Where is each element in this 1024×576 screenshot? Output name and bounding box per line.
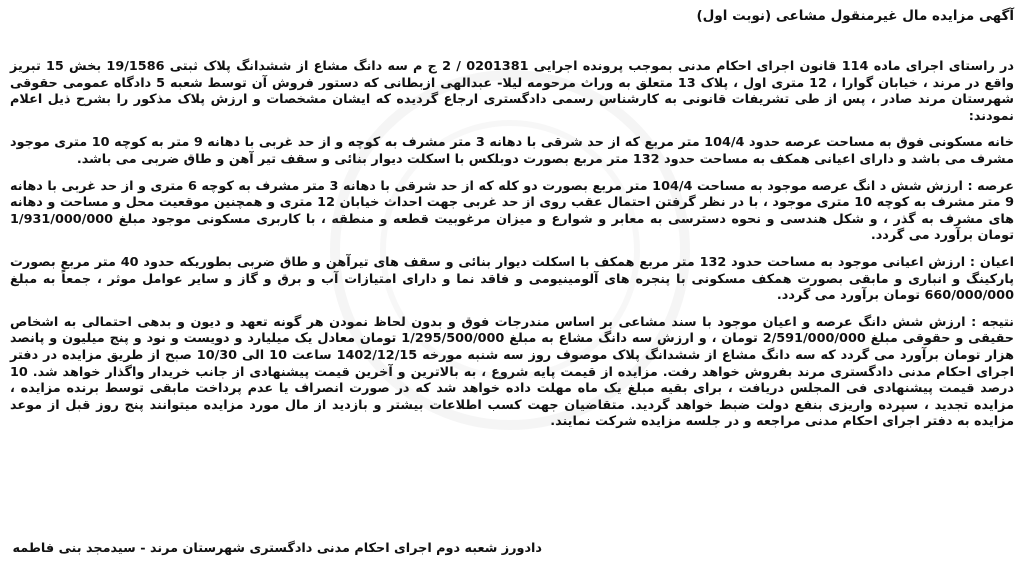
paragraph-intro: در راستای اجرای ماده 114 قانون اجرای احکام مدنی بموجب پرونده اجرایی 0201381 / 2 ج م سه دانگ مشاع از ششدانگ پلاک ثبتی 19/1586 بخش 15 تبریز واقع در مرند ، خیابان گوارا ، 12 متری اول ، پلاک 13 متعلق به وراث مرحومه لیلا- عبدالهی ازبطانی که دستور فروش آن توسط شعبه 5 دادگاه عمومی حقوقی شهرستان مرند صادر ، پس از طی تشریفات قانونی به کارشناس رسمی دادگستری ارجاع گردیده که ایشان مشخصات و ارزش پلاک مذکور را بشرح ذیل اعلام نمودند:: [10, 59, 1015, 124]
paragraph-land-value: عرصه : ارزش شش د انگ عرصه موجود به مساحت 104/4 متر مربع بصورت دو کله که از حد شرقی با دهانه 3 متر مشرف به کوچه 6 متری و از حد غربی با دهانه 9 متر مشرف به کوچه 10 متری موجود ، با در نظر گرفتن احتمال عقب روی از حد غربی جهت احداث خیابان 12 متری و همچنین موقعیت محل و مساحت و دهانه های مشرف به گذر ، و شکل هندسی و نحوه دسترسی به معابر و شوارع و میزان مرغوبیت قطعه و منطقه ، با کاربری مسکونی موجود مبلغ 1/931/000/000 تومان برآورد می گردد.: [10, 178, 1015, 244]
paragraph-result: نتیجه : ارزش شش دانگ عرصه و اعیان موجود با سند مشاعی بر اساس مندرجات فوق و بدون لحاظ نمودن هر گونه تعهد و دیون و بدهی احتمالی به اشخاص حقیقی و حقوقی مبلغ 2/591/000/000 تومان ، و ارزش سه دانگ مشاع به مبلغ 1/295/500/000 تومان معادل یک میلیارد و دویست و نود و پنج میلیون و پانصد هزار تومان برآورد می گردد که سه دانگ مشاع از ششدانگ پلاک موصوف روز سه شنبه مورخه 1402/12/15 ساعت 10 الی 10/30 صبح از طریق مزایده در دفتر اجرای احکام مدنی دادگستری مرند بفروش خواهد رفت. مزایده از قیمت پایه شروع ، به بالاترین و آخرین قیمت پیشنهادی از جانب خریدار واگذار خواهد شد. 10 درصد قیمت پیشنهادی فی المجلس دریافت ، برای بقیه مبلغ یک ماه مهلت داده خواهد شد که در صورت انصراف یا عدم پرداخت مابقی توسط برنده مزایده ، مزایده تجدید ، سپرده واریزی بنفع دولت ضبط خواهد گردید. متقاضیان جهت کسب اطلاعات بیشتر و بازدید از مال مورد مزایده میتوانند پنج روز قبل از موعد مزایده به دفتر اجرای احکام مدنی مراجعه و در جلسه مزایده شرکت نمایند.: [10, 314, 1014, 430]
paragraph-building-value: اعیان : ارزش اعیانی موجود به مساحت حدود 132 متر مربع همکف با اسکلت دیوار بنائی و سقف های تیرآهن و طاق ضربی بطوریکه حدود 40 متر مربع بصورت پارکینگ و انباری و مابقی بصورت همکف مسکونی با پنجره های آلومینیومی و فاقد نما و دارای امتیازات آب و برق و گاز و سایر عوامل موثر ، جمعاً به مبلغ 660/000/000 تومان برآورد می گردد.: [10, 254, 1014, 304]
notice-title: آگهی مزایده مال غیرمنقول مشاعی (نوبت اول): [696, 8, 1014, 24]
signature-line: دادورز شعبه دوم اجرای احکام مدنی دادگستری شهرستان مرند - سیدمجد بنی فاطمه: [12, 541, 542, 556]
paragraph-description: خانه مسکونی فوق به مساحت عرصه حدود 104/4 متر مربع که از حد شرقی با دهانه 3 متر مشرف به کوچه و از حد غربی با دهانه 9 متر به کوچه 10 متری موجود مشرف می باشد و دارای اعیانی همکف به مساحت حدود 132 متر مربع بصورت دوبلکس با اسکلت دیوار بنائی و سقف تیر آهن و طاق ضربی می باشد.: [10, 135, 1014, 167]
